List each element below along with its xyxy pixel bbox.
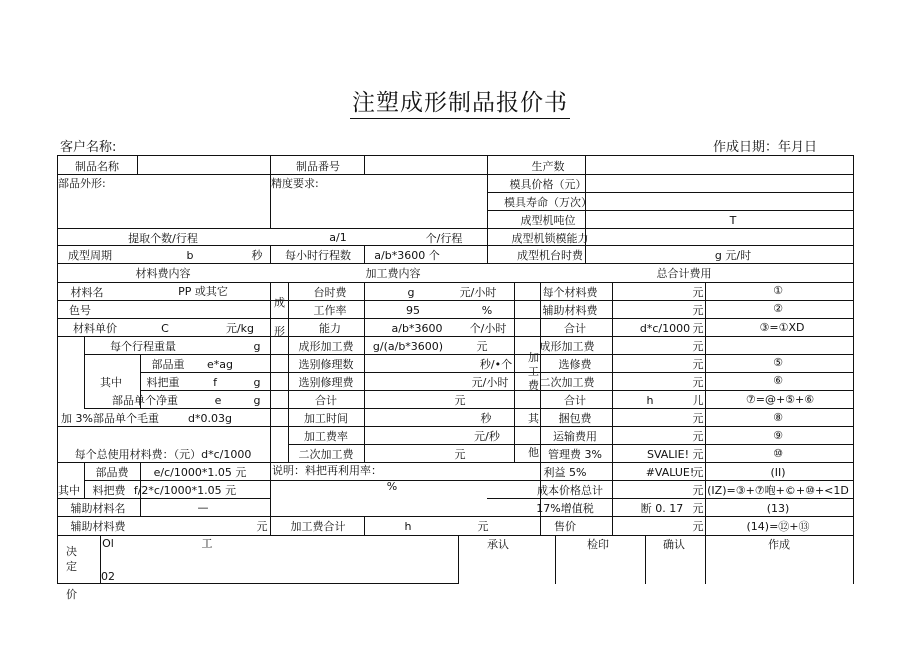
sprue-weight-label: 料把重 [146, 376, 180, 389]
aux-material-name-label: 辅助材料名 [70, 502, 126, 515]
table-rule-v [137, 155, 138, 175]
circled-1: ① [773, 284, 783, 297]
machine-fee-label: 台时费 [313, 286, 347, 299]
processing-total-label: 加工费合计 [290, 520, 346, 533]
among-label-2: 其中 [58, 484, 80, 497]
forming-cost-total-label: 成形加工费 [539, 340, 595, 353]
table-rule-v [84, 462, 85, 499]
approve-label: 承认 [487, 538, 509, 551]
sorting-repair-label: 选别修理费 [298, 376, 354, 389]
table-rule-h [57, 300, 854, 301]
part-shape-label: 部品外形: [58, 177, 106, 190]
table-rule-h [84, 408, 854, 409]
material-name-label: 材料名 [70, 286, 104, 299]
percent-sign: % [386, 480, 398, 493]
work-rate-label: 工作率 [313, 304, 347, 317]
table-rule-h [140, 372, 854, 373]
inspect-label: 检印 [587, 538, 609, 551]
side-label-forming-1: 成 [274, 296, 285, 309]
forming-cost-unit: 元 [476, 340, 488, 353]
among-label: 其中 [100, 376, 122, 389]
table-rule-v [270, 282, 271, 536]
color-no-label: 色号 [69, 304, 91, 317]
take-count-label: 提取个数/行程 [128, 232, 198, 245]
part-fee-value: e/c/1000*1.05 元 [153, 466, 247, 479]
processing-section-title: 加工费内容 [365, 267, 421, 280]
hourly-cost-value: g 元/时 [714, 249, 752, 262]
yuan-unit: 元 [692, 484, 704, 497]
shot-weight-unit: g [253, 340, 261, 353]
capacity-unit: 个/小时 [469, 322, 507, 335]
yuan-unit: 元 [692, 358, 704, 371]
table-rule-v [364, 516, 365, 536]
management-fee-value: SVALIE! [646, 448, 690, 461]
yuan-unit: 元 [692, 322, 704, 335]
table-rule-h [140, 390, 854, 391]
yuan-unit: 元 [692, 430, 704, 443]
table-rule-v [585, 155, 586, 264]
yuan-unit: 元 [692, 466, 704, 479]
part-weight-label: 部品重 [151, 358, 185, 371]
circled-5: ⑤ [773, 356, 783, 369]
fee-sum-value: h [646, 394, 654, 407]
net-weight-label: 部品单个净重 [112, 394, 178, 407]
yuan-unit: 元 [692, 304, 704, 317]
circled-9: ⑨ [773, 429, 783, 442]
aux-material-dash: — [197, 501, 209, 514]
decide-label-1: 决 [66, 545, 77, 558]
processing-sum-unit: 元 [454, 394, 466, 407]
total-section-title: 总合计费用 [656, 267, 712, 280]
processing-time-unit: 秒 [480, 412, 492, 425]
page-title: 注塑成形制品报价书 [0, 84, 920, 117]
clamp-force-label: 成型机锁模能力 [511, 232, 589, 245]
table-rule-v [853, 155, 854, 584]
aux-material-fee-unit: 元 [256, 520, 268, 533]
take-count-value: a/1 [329, 231, 347, 244]
yuan-unit: 元 [692, 520, 704, 533]
machine-fee-value: g [407, 286, 415, 299]
net-weight-unit: g [253, 394, 261, 407]
table-rule-h [57, 426, 854, 427]
part-weight-value: e*ag [207, 358, 233, 371]
circled-11: (II) [770, 466, 786, 479]
machine-fee-unit: 元/小时 [459, 286, 497, 299]
table-rule-h [57, 336, 854, 337]
shipping-fee-label: 运输费用 [553, 430, 597, 443]
processing-total-value: h [404, 520, 412, 533]
forming-cost-value: g/(a/b*3600) [372, 340, 444, 353]
cycle-unit: 秒 [251, 249, 263, 262]
total-material-cost: 每个总使用材料费：（元）d*c/1000 [74, 448, 252, 461]
work-rate-value: 95 [406, 304, 420, 317]
cycle-label: 成型周期 [68, 249, 112, 262]
cycle-value: b [186, 249, 194, 262]
processing-sum-label: 合计 [315, 394, 337, 407]
processing-time-label: 加工时间 [304, 412, 348, 425]
part-fee-label: 部品费 [95, 466, 129, 479]
sorting-count-unit: 秒/•个 [479, 358, 513, 371]
gross-weight-label: 加 3%部品单个毛重 [61, 412, 159, 425]
side-label-fee-2: 工 [528, 365, 539, 378]
table-rule-h [57, 318, 854, 319]
side-label-other-2: 他 [528, 446, 539, 459]
work-rate-unit: % [481, 304, 493, 317]
shots-per-hour-value: a/b*3600 个 [374, 249, 440, 262]
shots-per-hour-label: 每小时行程数 [285, 249, 351, 262]
yuan-unit: 元 [692, 412, 704, 425]
table-rule-h [84, 354, 854, 355]
table-rule-v [57, 155, 58, 584]
machine-tonnage-label: 成型机吨位 [520, 214, 576, 227]
hourly-cost-label: 成型机台时费 [517, 249, 583, 262]
capacity-label: 能力 [319, 322, 341, 335]
forming-cost-label: 成形加工费 [298, 340, 354, 353]
vat-label: 17%增值税 [536, 502, 594, 515]
o2-label: 02 [101, 570, 115, 583]
capacity-value: a/b*3600 [391, 322, 443, 335]
circled-3-formula: ③=①XD [759, 321, 805, 334]
production-qty-label: 生产数 [531, 160, 565, 173]
sorting-count-label: 选别修理数 [298, 358, 354, 371]
table-rule-v [288, 282, 289, 463]
table-rule-v [270, 155, 271, 229]
circled-12-formula: (IZ)=③+⑦咆+©+⑩+<1D [707, 484, 849, 497]
mold-price-label: 模具价格（元） [509, 178, 587, 191]
table-rule-h [57, 498, 271, 499]
tonnage-unit: T [729, 214, 737, 227]
sorting-repair-unit: 元/小时 [471, 376, 509, 389]
profit-label: 利益 5% [543, 466, 587, 479]
sprue-fee-value: f/2*c/1000*1.05 元 [133, 484, 237, 497]
per-material-cost-label: 每个材料费 [542, 286, 598, 299]
table-rule-h [57, 462, 854, 463]
circled-10: ⑩ [773, 447, 783, 460]
take-count-unit: 个/行程 [425, 232, 463, 245]
table-rule-v [458, 535, 459, 584]
sprue-weight-value: f [213, 376, 217, 389]
decide-label-2: 定 [66, 560, 77, 573]
side-label-other-1: 其 [528, 412, 539, 425]
yuan-unit: 元 [692, 376, 704, 389]
table-rule-h [57, 245, 854, 246]
create-label: 作成 [768, 538, 790, 551]
table-rule-v [514, 282, 515, 463]
secondary-fee-label: 二次加工费 [298, 448, 354, 461]
subtotal-label: 合计 [564, 322, 586, 335]
table-rule-h [487, 210, 854, 211]
material-unit-price-label: 材料单价 [73, 322, 117, 335]
footer-price-char: 价 [66, 588, 77, 601]
circled-2: ② [773, 302, 783, 315]
product-no-label: 制品番号 [296, 160, 340, 173]
table-rule-h [57, 535, 854, 536]
profit-value: #VALUE! [645, 466, 695, 479]
table-rule-h [57, 263, 854, 264]
secondary-fee-unit: 元 [454, 448, 466, 461]
processing-total-unit: 元 [477, 520, 489, 533]
table-rule-h [57, 516, 854, 517]
table-rule-v [645, 535, 646, 584]
circled-8: ⑧ [773, 411, 783, 424]
table-rule-h [288, 444, 854, 445]
secondary-processing-label: 二次加工费 [539, 376, 595, 389]
subtotal-value: d*c/1000 [639, 322, 691, 335]
vat-value: 断 0. 17 [640, 502, 684, 515]
table-rule-v [364, 155, 365, 175]
table-rule-v [705, 535, 706, 584]
table-rule-v [364, 245, 365, 264]
fee-sum-label: 合计 [564, 394, 586, 407]
fee-sum-unit: 儿 [692, 394, 704, 407]
processing-rate-label: 加工费率 [304, 430, 348, 443]
packing-fee-label: 捆包费 [558, 412, 592, 425]
product-name-label: 制品名称 [75, 160, 119, 173]
sprue-reuse-note: 说明：料把再利用率： [272, 464, 382, 477]
table-rule-v [364, 282, 365, 463]
side-label-fee-1: 加 [528, 351, 539, 364]
side-label-forming-2: 形 [274, 325, 285, 338]
yuan-unit: 元 [692, 448, 704, 461]
table-rule-h [57, 155, 854, 156]
shot-weight-label: 每个行程重量 [110, 340, 176, 353]
circled-6: ⑥ [773, 374, 783, 387]
table-rule-v [705, 282, 706, 536]
aux-material-cost-label: 辅助材料费 [542, 304, 598, 317]
precision-label: 精度要求: [271, 177, 319, 190]
table-rule-h [487, 192, 854, 193]
o1-label: Ol [102, 537, 114, 550]
table-rule-v [84, 336, 85, 409]
created-date-label: 作成日期：年月日 [712, 140, 817, 155]
table-rule-h [487, 498, 854, 499]
work-label: 工 [201, 537, 213, 550]
circled-13: (13) [766, 502, 790, 515]
circled-7-formula: ⑦=@+⑤+⑥ [745, 393, 815, 406]
table-rule-v [612, 282, 613, 536]
customer-name-label: 客户名称: [60, 140, 117, 155]
table-rule-v [270, 245, 271, 264]
cost-total-label: 成本价格总计 [537, 484, 603, 497]
table-rule-h [57, 174, 854, 175]
table-rule-h [84, 480, 854, 481]
selling-price-label: 售价 [554, 520, 576, 533]
circled-14-formula: (14)=⑫+⑬ [746, 520, 810, 533]
mold-life-label: 模具寿命（万次） [504, 196, 592, 209]
net-weight-value: e [214, 394, 222, 407]
side-label-fee-3: 费 [528, 379, 539, 392]
sprue-fee-label: 料把费 [92, 484, 126, 497]
gross-weight-value: d*0.03g [188, 412, 232, 425]
management-fee-label: 管理费 3% [548, 448, 602, 461]
table-rule-v [487, 155, 488, 264]
sorting-fee-label: 选修费 [558, 358, 592, 371]
table-rule-v [540, 282, 541, 536]
material-unit-price-value: C [161, 322, 169, 335]
material-name-value: PP 或其它 [178, 285, 228, 298]
material-section-title: 材料费内容 [135, 267, 191, 280]
sprue-weight-unit: g [253, 376, 261, 389]
confirm-label: 确认 [663, 538, 685, 551]
table-rule-v [555, 535, 556, 584]
table-rule-h [57, 228, 854, 229]
yuan-unit: 元 [692, 286, 704, 299]
yuan-unit: 元 [692, 502, 704, 515]
material-unit-price-unit: 元/kg [225, 322, 255, 335]
yuan-unit: 元 [692, 340, 704, 353]
table-rule-h [57, 583, 459, 584]
aux-material-fee-label: 辅助材料费 [70, 520, 126, 533]
table-rule-h [57, 282, 854, 283]
processing-rate-unit: 元/秒 [474, 430, 500, 443]
